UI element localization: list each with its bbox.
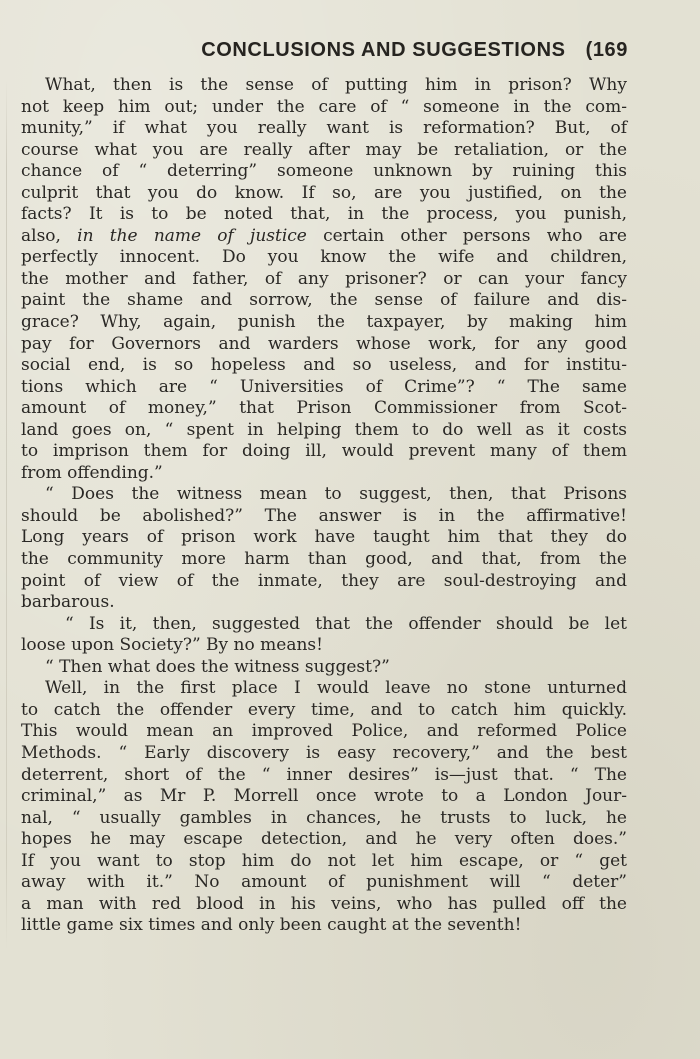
text-line: Well, in the first place I would leave no stone unturned <box>45 678 627 699</box>
text-line: If you want to stop him do not let him escape, or “ get <box>21 850 627 871</box>
text-line: This would mean an improved Police, and reformed Police <box>21 721 627 742</box>
text-line: the mother and father, of any prisoner? or can your fancy <box>21 268 627 289</box>
text-line: Long years of prison work have taught him that they do <box>21 527 627 548</box>
text-line: facts? It is to be noted that, in the process, you punish, <box>21 204 627 225</box>
text-line: perfectly innocent. Do you know the wife and children, <box>21 247 627 268</box>
text-line: away with it.” No amount of punishment will “ deter” <box>21 872 627 893</box>
text-line: social end, is so hopeless and so useless, and for institu- <box>21 355 627 376</box>
text-line: from offending.” <box>21 462 163 483</box>
text-line: nal, “ usually gambles in chances, he trusts to luck, he <box>21 807 627 828</box>
text-line: amount of money,” that Prison Commissioner from Scot- <box>21 398 627 419</box>
text-line: land goes on, “ spent in helping them to do well as it costs <box>21 419 627 440</box>
text-line: course what you are really after may be retaliation, or the <box>21 139 627 160</box>
text-line: “ Is it, then, suggested that the offender should be let <box>65 613 627 634</box>
gutter-shadow <box>6 80 7 950</box>
text-line: pay for Governors and warders whose work, for any good <box>21 333 627 354</box>
text-line: grace? Why, again, punish the taxpayer, by making him <box>21 312 627 333</box>
text-line: criminal,” as Mr P. Morrell once wrote to a London Jour- <box>21 786 627 807</box>
text-line: the community more harm than good, and that, from the <box>21 549 627 570</box>
text-line: to imprison them for doing ill, would prevent many of them <box>21 441 627 462</box>
text-line: to catch the offender every time, and to catch him quickly. <box>21 699 627 720</box>
text-line: paint the shame and sorrow, the sense of failure and dis- <box>21 290 627 311</box>
text-line: barbarous. <box>21 592 115 613</box>
text-line: deterrent, short of the “ inner desires” is—just that. “ The <box>21 764 627 785</box>
text-line: culprit that you do know. If so, are you justified, on the <box>21 182 627 203</box>
text-line: “ Then what does the witness suggest?” <box>45 656 390 677</box>
text-line: little game six times and only been caught at the seventh! <box>21 915 522 936</box>
text-line: chance of “ deterring” someone unknown by ruining this <box>21 161 627 182</box>
text-line-with-italic <box>21 226 627 248</box>
text-line: hopes he may escape detection, and he very often does.” <box>21 829 627 850</box>
text-line: “ Does the witness mean to suggest, then, that Prisons <box>45 484 627 505</box>
text-segment: certain other persons who are <box>306 225 627 246</box>
running-head <box>201 39 628 62</box>
italic-phrase: in the name of justice <box>77 225 307 246</box>
text-line: point of view of the inmate, they are soul-destroying and <box>21 570 627 591</box>
text-line: not keep him out; under the care of “ someone in the com- <box>21 96 627 117</box>
page-number: (169 <box>585 39 628 61</box>
body-text <box>21 75 627 937</box>
text-line: Methods. “ Early discovery is easy recovery,” and the best <box>21 742 627 763</box>
text-line: a man with red blood in his veins, who has pulled off the <box>21 893 627 914</box>
text-line: loose upon Society?” By no means! <box>21 635 323 656</box>
text-segment: also, <box>21 225 78 246</box>
text-line: What, then is the sense of putting him in prison? Why <box>45 75 627 95</box>
text-line: munity,” if what you really want is reformation? But, of <box>21 118 627 139</box>
text-line: should be abolished?” The answer is in the affirmative! <box>21 505 627 526</box>
chapter-title: CONCLUSIONS AND SUGGESTIONS <box>201 39 566 61</box>
text-line: tions which are “ Universities of Crime”? “ The same <box>21 376 627 397</box>
